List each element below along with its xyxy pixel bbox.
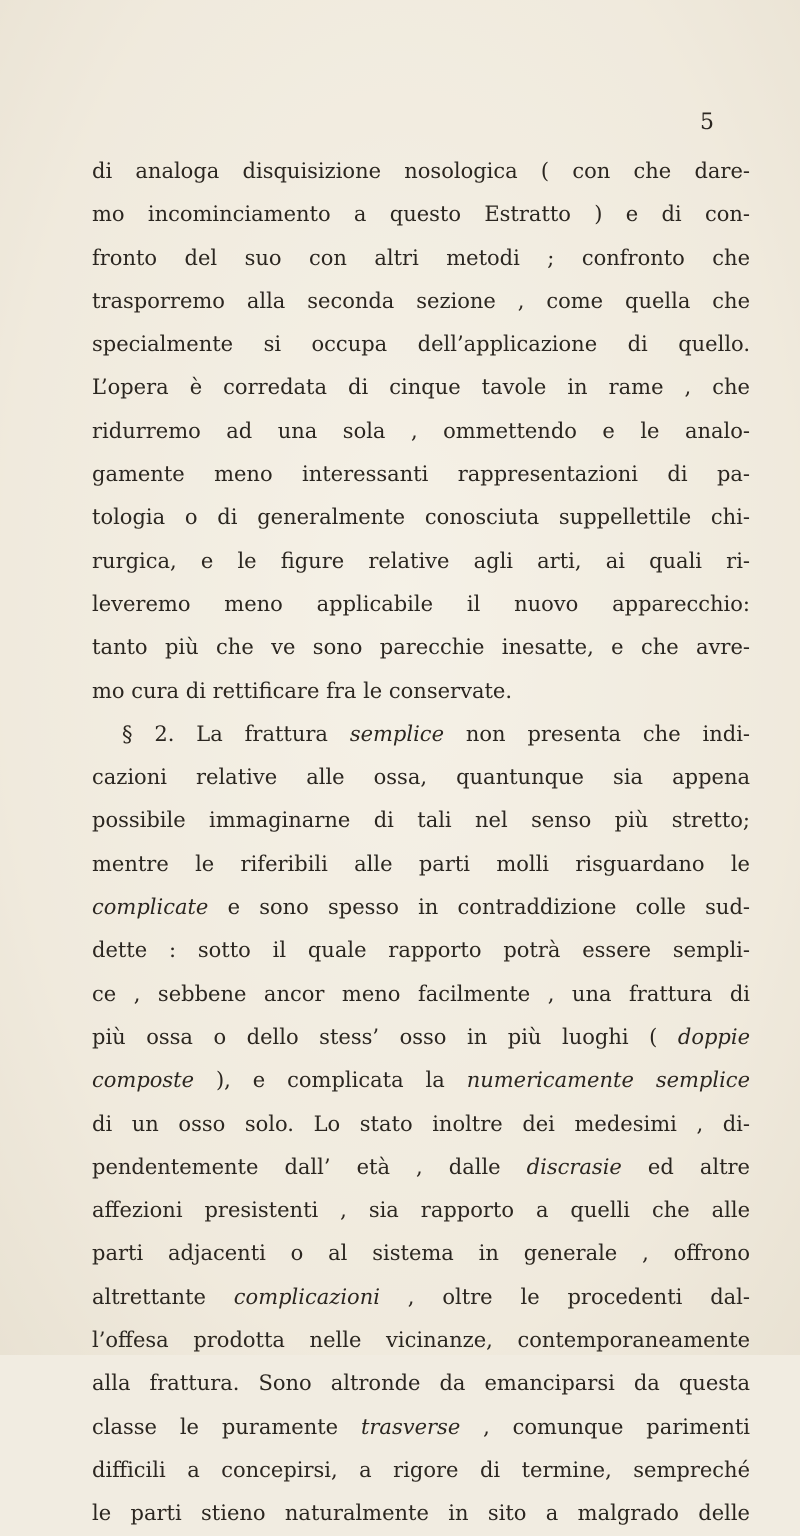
text-line: di un osso solo. Lo stato inoltre dei medesimi , di- (92, 1111, 750, 1136)
text-line: L’opera è corredata di cinque tavole in rame , che (92, 375, 750, 400)
text-line: più ossa o dello stess’ osso in più luoghi ( doppie (92, 1024, 750, 1049)
text-line: tanto più che ve sono parecchie inesatte, e che avre- (92, 635, 750, 660)
text-line: § 2. La frattura semplice non presenta che indi- (122, 721, 750, 746)
text-line: difficili a concepirsi, a rigore di termine, sempreché (92, 1457, 750, 1482)
text-line: altrettante complicazioni , oltre le procedenti dal- (92, 1284, 750, 1309)
text-line: l’offesa prodotta nelle vicinanze, contemporaneamente (92, 1328, 750, 1353)
text-line: leveremo meno applicabile il nuovo apparecchio: (92, 591, 750, 616)
text-line: specialmente si occupa dell’applicazione di quello. (92, 332, 750, 357)
text-line: cazioni relative alle ossa, quantunque sia appena (92, 765, 750, 790)
text-line: possibile immaginarne di tali nel senso più stretto; (92, 808, 750, 833)
text-line: affezioni presistenti , sia rapporto a quelli che alle (92, 1198, 750, 1223)
text-line: dette : sotto il quale rapporto potrà essere sempli- (92, 938, 750, 963)
text-line: complicate e sono spesso in contraddizione colle sud- (92, 895, 750, 920)
text-line: alla frattura. Sono altronde da emanciparsi da questa (92, 1371, 750, 1396)
body-text (92, 150, 750, 1536)
text-line: composte ), e complicata la numericamente semplice (92, 1068, 750, 1093)
text-line: classe le puramente trasverse , comunque parimenti (92, 1414, 750, 1439)
page-number: 5 (700, 110, 714, 135)
text-line: ce , sebbene ancor meno facilmente , una frattura di (92, 981, 750, 1006)
text-line: trasporremo alla seconda sezione , come quella che (92, 288, 750, 313)
text-line: gamente meno interessanti rappresentazioni di pa- (92, 462, 750, 487)
text-line: le parti stieno naturalmente in sito a malgrado delle (92, 1501, 750, 1526)
text-line: mo incominciamento a questo Estratto ) e di con- (92, 202, 750, 227)
text-line: tologia o di generalmente conosciuta suppellettile chi- (92, 505, 750, 530)
text-line: fronto del suo con altri metodi ; confronto che (92, 245, 750, 270)
text-line: mentre le riferibili alle parti molli risguardano le (92, 851, 750, 876)
text-line: ridurremo ad una sola , ommettendo e le analo- (92, 418, 750, 443)
text-line: pendentemente dall’ età , dalle discrasie ed altre (92, 1154, 750, 1179)
text-line: rurgica, e le figure relative agli arti, ai quali ri- (92, 548, 750, 573)
text-line: mo cura di rettificare fra le conservate. (92, 678, 512, 703)
text-line: di analoga disquisizione nosologica ( con che dare- (92, 159, 750, 183)
text-line: parti adjacenti o al sistema in generale , offrono (92, 1241, 750, 1266)
